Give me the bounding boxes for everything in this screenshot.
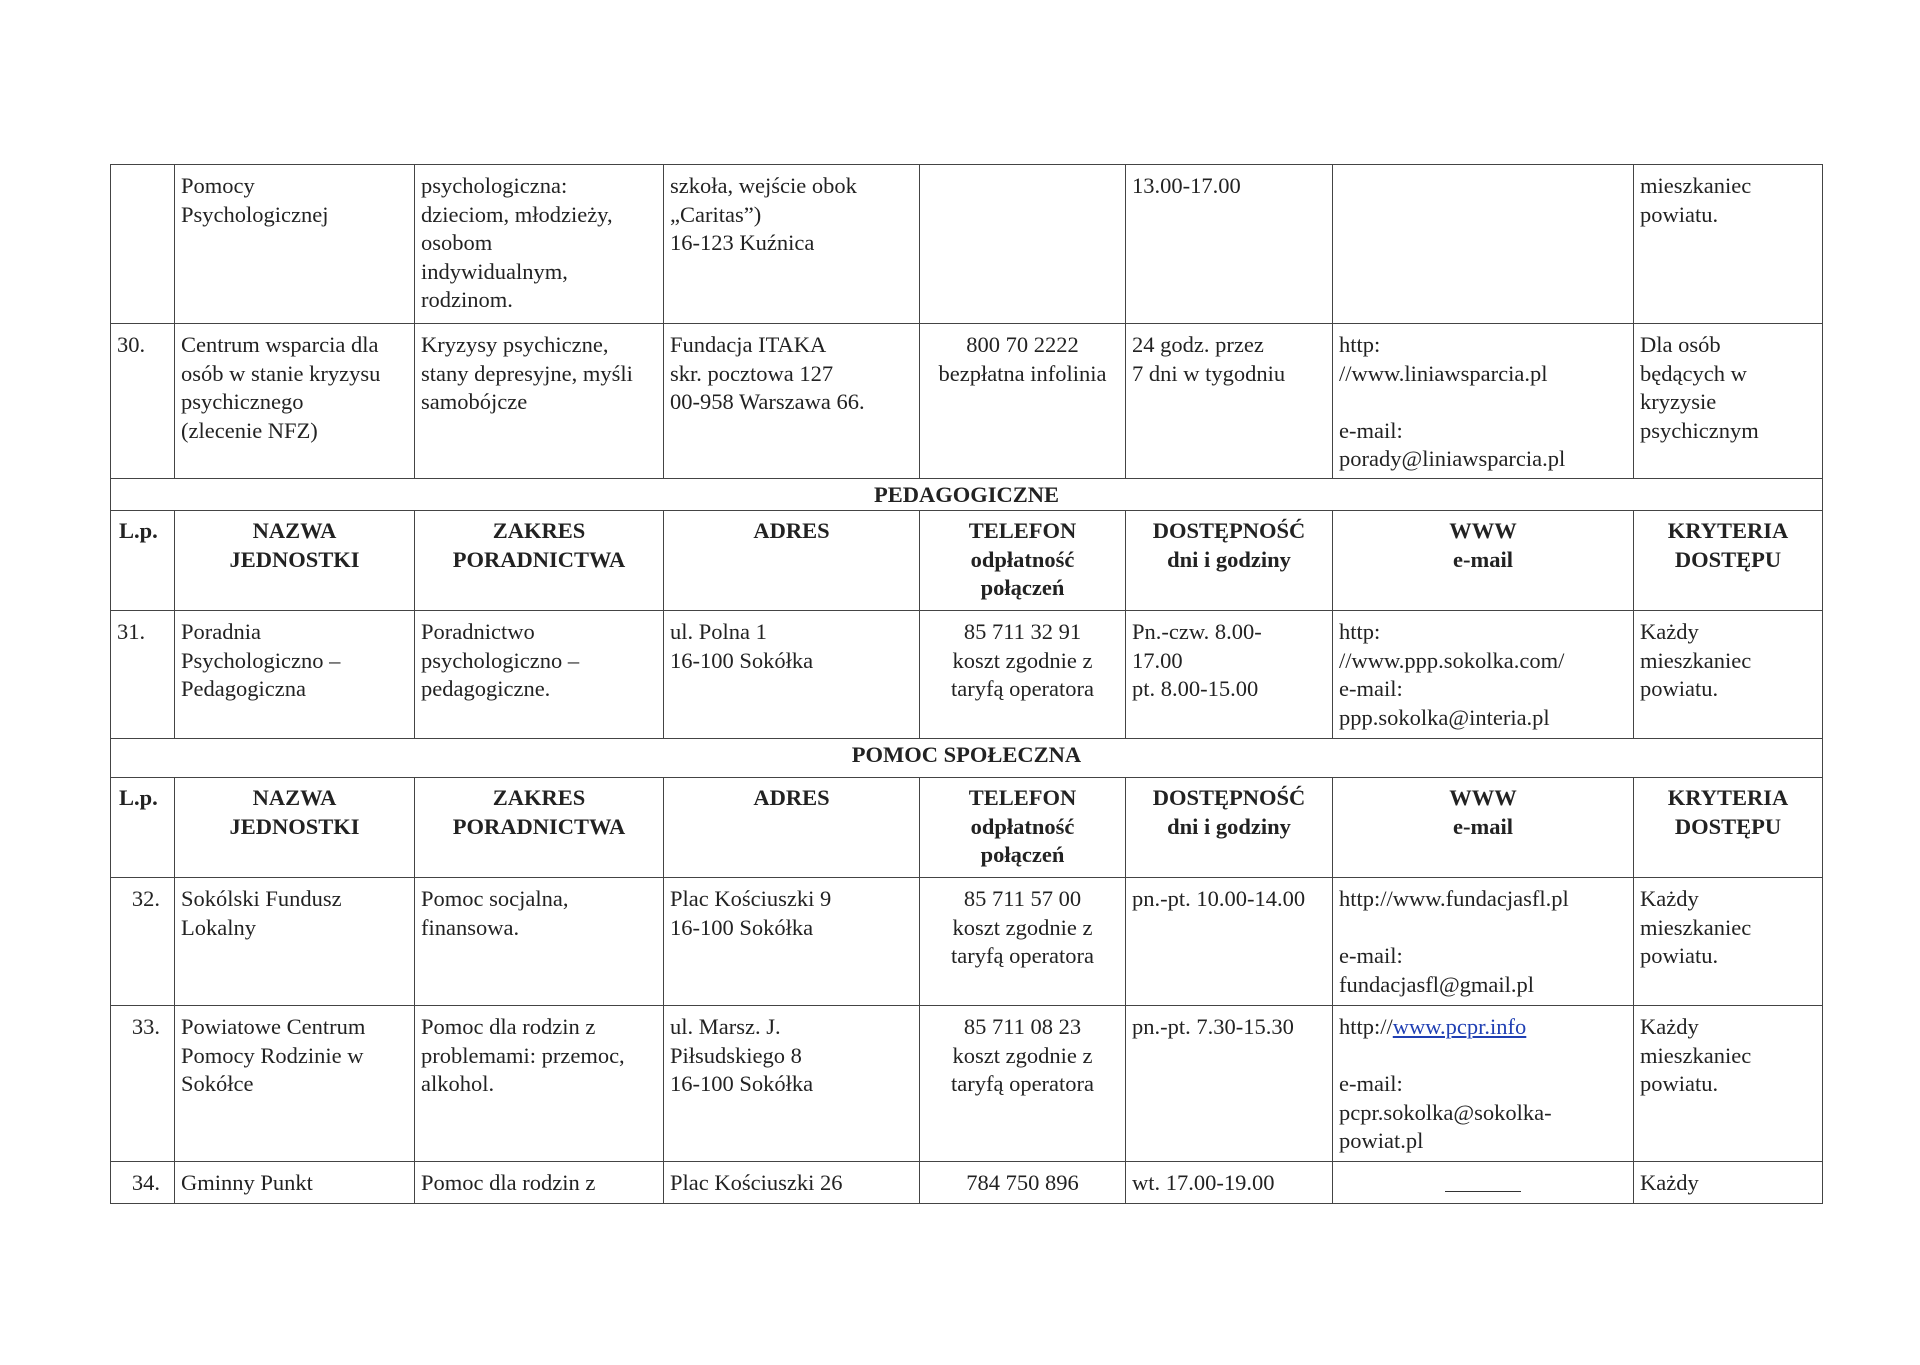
access-criteria: Każdy <box>1634 1162 1823 1204</box>
table-row <box>111 324 1823 479</box>
access-criteria: Dla osób będących w kryzysie psychicznym <box>1634 324 1823 479</box>
row-number <box>111 165 175 324</box>
www-email: http: //www.liniawsparcia.pl e-mail: porady@liniawsparcia.pl <box>1333 324 1634 479</box>
table-row <box>111 1006 1823 1162</box>
table-row <box>111 165 1823 324</box>
header-phone: TELEFON odpłatność połączeń <box>920 778 1126 878</box>
empty-dash <box>1445 1169 1521 1192</box>
address: ul. Marsz. J. Piłsudskiego 8 16-100 Sokółka <box>664 1006 920 1162</box>
table-header-row <box>111 511 1823 611</box>
section-title: POMOC SPOŁECZNA <box>111 739 1823 778</box>
address: Plac Kościuszki 26 <box>664 1162 920 1204</box>
table-row <box>111 611 1823 739</box>
header-availability: DOSTĘPNOŚĆ dni i godziny <box>1126 778 1333 878</box>
www-email: http: //www.ppp.sokolka.com/ e-mail: ppp.sokolka@interia.pl <box>1333 611 1634 739</box>
row-number: 31. <box>111 611 175 739</box>
access-criteria: Każdy mieszkaniec powiatu. <box>1634 878 1823 1006</box>
email-text: e-mail: pcpr.sokolka@sokolka- powiat.pl <box>1339 1071 1552 1153</box>
header-availability: DOSTĘPNOŚĆ dni i godziny <box>1126 511 1333 611</box>
header-phone: TELEFON odpłatność połączeń <box>920 511 1126 611</box>
counseling-scope: psychologiczna: dzieciom, młodzieży, osobom indywidualnym, rodzinom. <box>415 165 664 324</box>
website-link[interactable]: www.pcpr.info <box>1392 1014 1527 1039</box>
address: Fundacja ITAKA skr. pocztowa 127 00-958 Warszawa 66. <box>664 324 920 479</box>
www-email <box>1333 1006 1634 1162</box>
availability: 24 godz. przez 7 dni w tygodniu <box>1126 324 1333 479</box>
counseling-scope: Kryzysy psychiczne, stany depresyjne, myśli samobójcze <box>415 324 664 479</box>
row-number: 32. <box>111 878 175 1006</box>
header-access-criteria: KRYTERIA DOSTĘPU <box>1634 778 1823 878</box>
section-title: PEDAGOGICZNE <box>111 479 1823 511</box>
table-header-row <box>111 778 1823 878</box>
row-number: 34. <box>111 1162 175 1204</box>
unit-name: Pomocy Psychologicznej <box>175 165 415 324</box>
header-counseling-scope: ZAKRES PORADNICTWA <box>415 778 664 878</box>
phone: 85 711 57 00 koszt zgodnie z taryfą operatora <box>920 878 1126 1006</box>
section-heading-row <box>111 739 1823 778</box>
availability: 13.00-17.00 <box>1126 165 1333 324</box>
header-address: ADRES <box>664 778 920 878</box>
www-email <box>1333 165 1634 324</box>
address: szkoła, wejście obok „Caritas”) 16-123 Kuźnica <box>664 165 920 324</box>
phone <box>920 165 1126 324</box>
access-criteria: mieszkaniec powiatu. <box>1634 165 1823 324</box>
availability: wt. 17.00-19.00 <box>1126 1162 1333 1204</box>
header-www-email: WWW e-mail <box>1333 511 1634 611</box>
header-counseling-scope: ZAKRES PORADNICTWA <box>415 511 664 611</box>
services-table <box>110 164 1823 1204</box>
header-access-criteria: KRYTERIA DOSTĘPU <box>1634 511 1823 611</box>
counseling-scope: Poradnictwo psychologiczno – pedagogiczne. <box>415 611 664 739</box>
www-email: http://www.fundacjasfl.pl e-mail: fundacjasfl@gmail.pl <box>1333 878 1634 1006</box>
access-criteria: Każdy mieszkaniec powiatu. <box>1634 611 1823 739</box>
phone: 85 711 08 23 koszt zgodnie z taryfą operatora <box>920 1006 1126 1162</box>
address: Plac Kościuszki 9 16-100 Sokółka <box>664 878 920 1006</box>
availability: pn.-pt. 7.30-15.30 <box>1126 1006 1333 1162</box>
header-unit-name: NAZWA JEDNOSTKI <box>175 778 415 878</box>
unit-name: Sokólski Fundusz Lokalny <box>175 878 415 1006</box>
section-heading-row <box>111 479 1823 511</box>
phone: 784 750 896 <box>920 1162 1126 1204</box>
counseling-scope: Pomoc dla rodzin z problemami: przemoc, alkohol. <box>415 1006 664 1162</box>
counseling-scope: Pomoc dla rodzin z <box>415 1162 664 1204</box>
header-lp: L.p. <box>111 511 175 611</box>
unit-name: Gminny Punkt <box>175 1162 415 1204</box>
header-www-email: WWW e-mail <box>1333 778 1634 878</box>
www-prefix: http:// <box>1339 1014 1393 1039</box>
availability: pn.-pt. 10.00-14.00 <box>1126 878 1333 1006</box>
unit-name: Poradnia Psychologiczno – Pedagogiczna <box>175 611 415 739</box>
phone: 800 70 2222 bezpłatna infolinia <box>920 324 1126 479</box>
unit-name: Powiatowe Centrum Pomocy Rodzinie w Sokółce <box>175 1006 415 1162</box>
document-page <box>110 164 1822 1204</box>
table-row <box>111 878 1823 1006</box>
address: ul. Polna 1 16-100 Sokółka <box>664 611 920 739</box>
row-number: 33. <box>111 1006 175 1162</box>
www-email <box>1333 1162 1634 1204</box>
row-number: 30. <box>111 324 175 479</box>
table-row <box>111 1162 1823 1204</box>
counseling-scope: Pomoc socjalna, finansowa. <box>415 878 664 1006</box>
header-lp: L.p. <box>111 778 175 878</box>
unit-name: Centrum wsparcia dla osób w stanie kryzysu psychicznego (zlecenie NFZ) <box>175 324 415 479</box>
access-criteria: Każdy mieszkaniec powiatu. <box>1634 1006 1823 1162</box>
header-address: ADRES <box>664 511 920 611</box>
phone: 85 711 32 91 koszt zgodnie z taryfą operatora <box>920 611 1126 739</box>
header-unit-name: NAZWA JEDNOSTKI <box>175 511 415 611</box>
availability: Pn.-czw. 8.00- 17.00 pt. 8.00-15.00 <box>1126 611 1333 739</box>
